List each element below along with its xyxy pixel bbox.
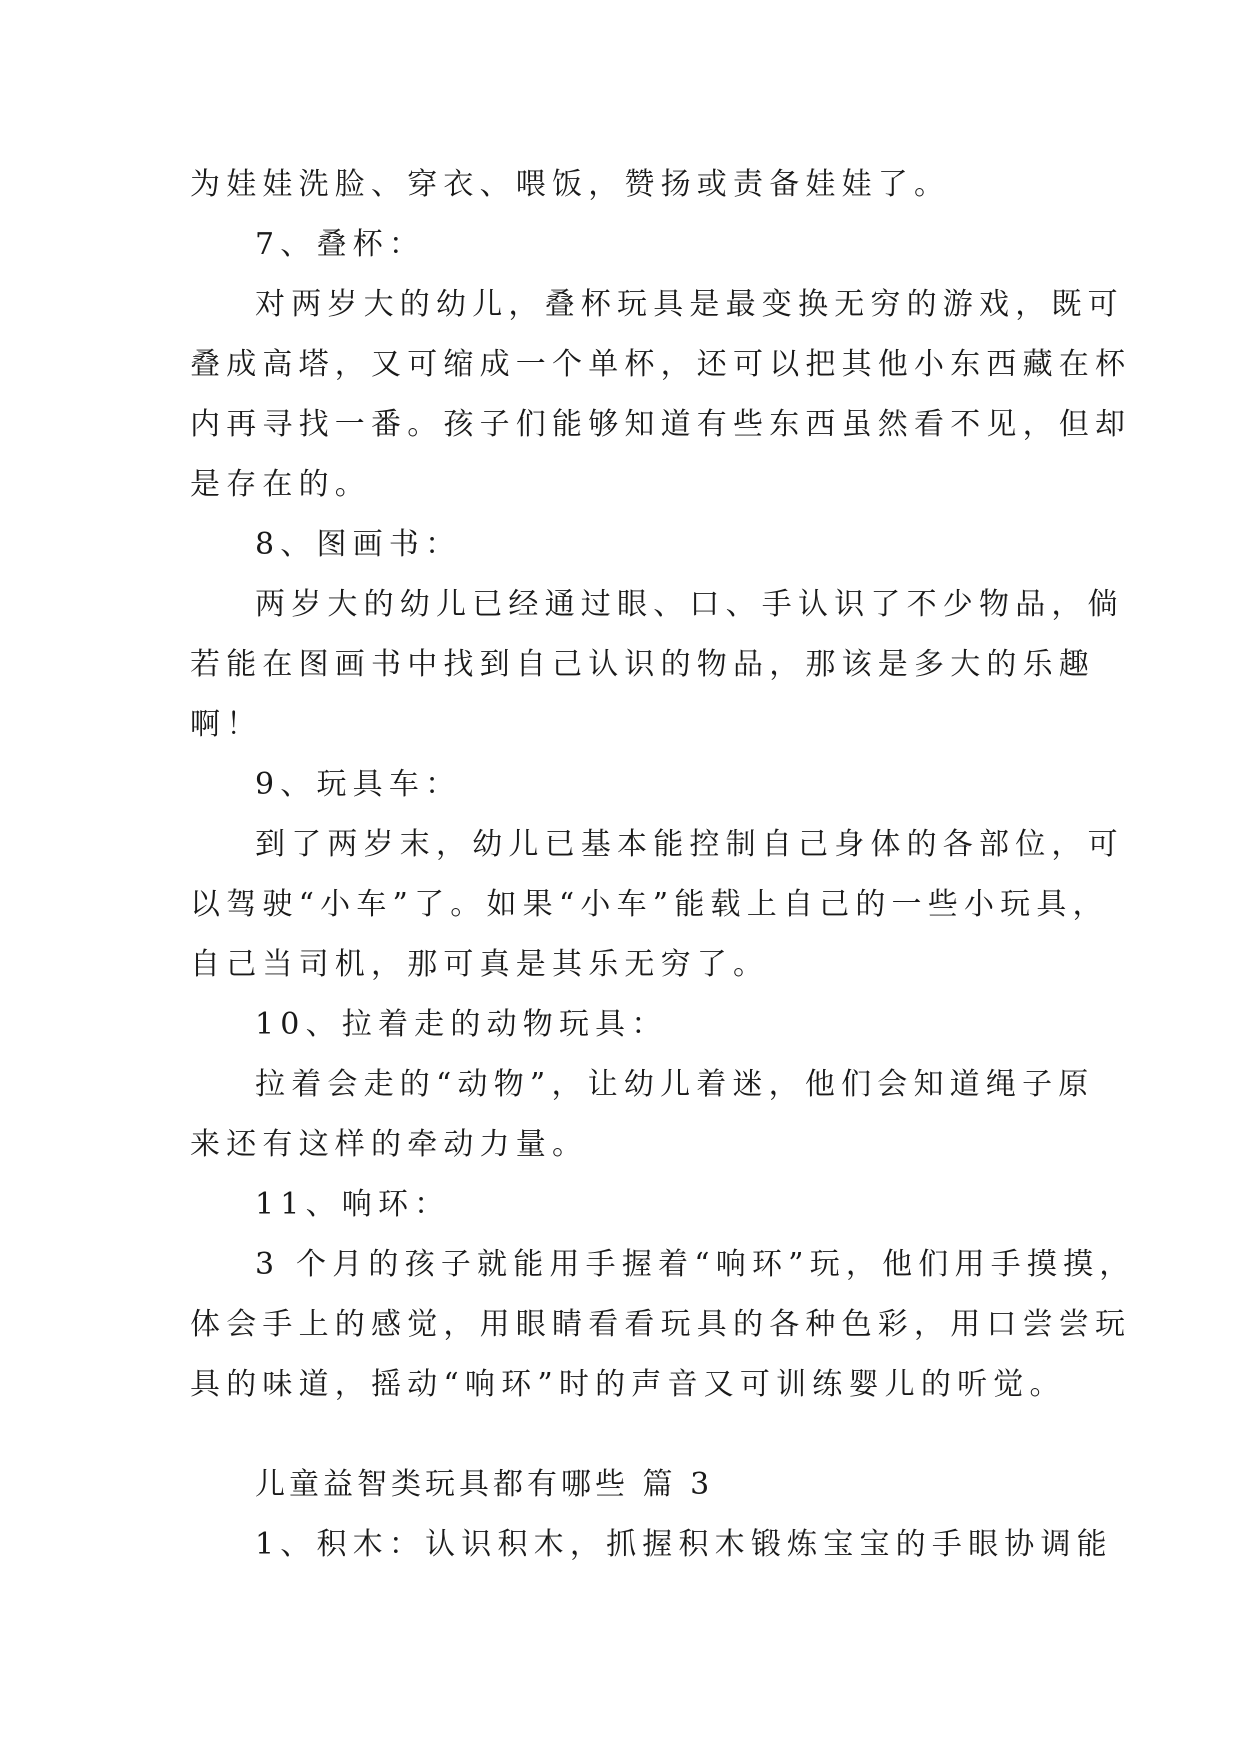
paragraph-line: 是存在的。 <box>190 467 371 502</box>
article-title: 儿童益智类玩具都有哪些 篇 3 <box>255 1467 714 1502</box>
paragraph-line: 啊！ <box>190 707 263 742</box>
paragraph-line: 1、积木：认识积木，抓握积木锻炼宝宝的手眼协调能 <box>255 1527 1113 1562</box>
section-heading-picture-book: 8、图画书： <box>255 527 462 562</box>
paragraph-line: 叠成高塔，又可缩成一个单杯，还可以把其他小东西藏在杯 <box>190 347 1132 382</box>
paragraph-line: 到了两岁末，幼儿已基本能控制自己身体的各部位，可 <box>255 827 1124 862</box>
section-heading-pull-toy: 10、拉着走的动物玩具： <box>255 1007 668 1042</box>
paragraph-line: 体会手上的感觉，用眼睛看看玩具的各种色彩，用口尝尝玩 <box>190 1307 1132 1342</box>
paragraph-line: 若能在图画书中找到自己认识的物品，那该是多大的乐趣 <box>190 647 1095 682</box>
section-heading-toy-car: 9、玩具车： <box>255 767 462 802</box>
paragraph-line: 对两岁大的幼儿，叠杯玩具是最变换无穷的游戏，既可 <box>255 287 1124 322</box>
paragraph-line: 来还有这样的牵动力量。 <box>190 1127 589 1162</box>
paragraph-line: 为娃娃洗脸、穿衣、喂饭，赞扬或责备娃娃了。 <box>190 167 951 202</box>
section-heading-rattle: 11、响环： <box>255 1187 451 1222</box>
section-heading-stacking-cups: 7、叠杯： <box>255 227 426 262</box>
paragraph-line: 具的味道，摇动“响环”时的声音又可训练婴儿的听觉。 <box>190 1367 1066 1402</box>
paragraph-line: 内再寻找一番。孩子们能够知道有些东西虽然看不见，但却 <box>190 407 1132 442</box>
paragraph-line: 两岁大的幼儿已经通过眼、口、手认识了不少物品，倘 <box>255 587 1124 622</box>
paragraph-line: 3 个月的孩子就能用手握着“响环”玩，他们用手摸摸， <box>255 1247 1136 1282</box>
paragraph-line: 以驾驶“小车”了。如果“小车”能载上自己的一些小玩具， <box>190 887 1109 922</box>
paragraph-line: 自己当司机，那可真是其乐无穷了。 <box>190 947 770 982</box>
paragraph-line: 拉着会走的“动物”，让幼儿着迷，他们会知道绳子原 <box>255 1067 1095 1102</box>
